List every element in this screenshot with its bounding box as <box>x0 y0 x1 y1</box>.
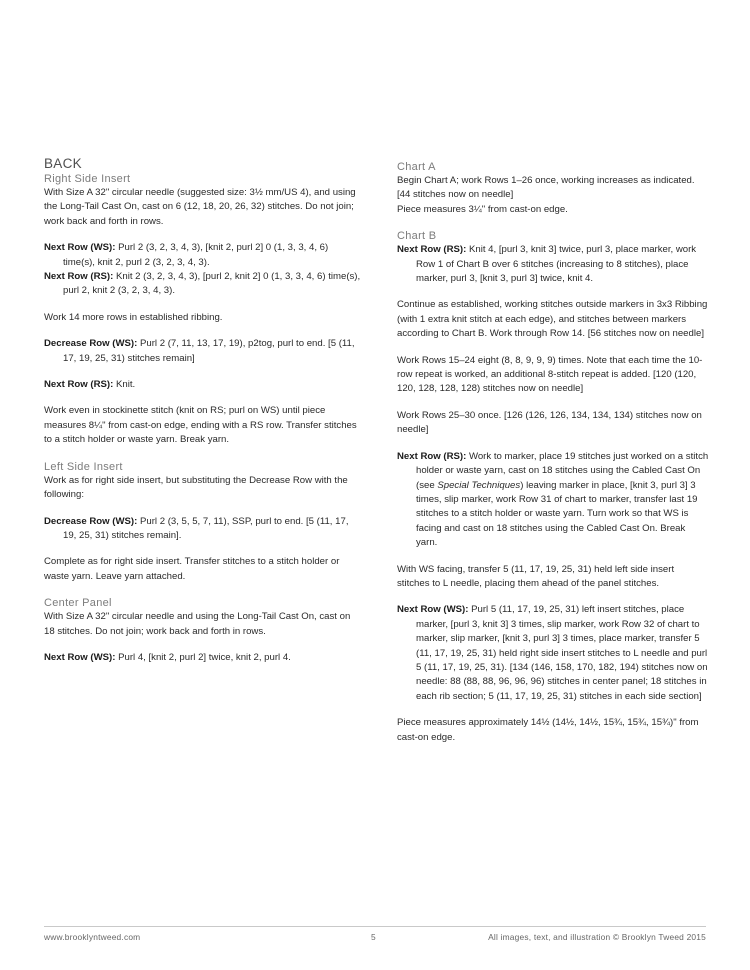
subheading-chart-a: Chart A <box>397 161 436 173</box>
instruction-center-next-row: Next Row (WS): Purl 4, [knit 2, purl 2] twice, knit 2, purl 4. <box>44 651 291 663</box>
final-measure-paragraph: Piece measures approximately 14½ (14½, 14½, 15¾, 15¾, 15¾)" from cast-on edge. <box>397 717 699 743</box>
page-number: 5 <box>371 932 376 942</box>
stockinette-paragraph: Work even in stockinette stitch (knit on RS; purl on WS) until piece measures 8¼" from cast-on edge, ending with a RS row. Transfer stitches to a stitch holder or waste yarn. Break yarn. <box>44 405 357 446</box>
instruction-next-row-rs: Next Row (RS): Knit 2 (3, 2, 3, 4, 3), [purl 2, knit 2] 0 (1, 3, 3, 4, 6) time(s), purl 2, knit 2 (3, 2, 3, 4, 3). <box>44 271 361 297</box>
center-panel-intro: With Size A 32" circular needle and using the Long-Tail Cast On, cast on 18 stitches. Do not join; work back and forth in rows. <box>44 611 351 637</box>
subheading-chart-b: Chart B <box>397 230 437 243</box>
footer-divider <box>44 926 706 927</box>
left-insert-intro: Work as for right side insert, but substituting the Decrease Row with the following: <box>44 474 348 501</box>
instruction-knit-row: Next Row (RS): Knit. <box>44 379 136 391</box>
left-insert-complete: Complete as for right side insert. Transfer stitches to a stitch holder or waste yarn. Leave yarn attached. <box>44 556 340 582</box>
instruction-chart-b-rs-row: Next Row (RS): Knit 4, [purl 3, knit 3] twice, purl 3, place marker, work Row 1 of Chart B over 6 stitches (increasing to 8 stitches), place marker, purl 3, [knit 3, purl 3] twice, knit 4. <box>397 244 697 285</box>
instruction-left-decrease-row: Decrease Row (WS): Purl 2 (3, 5, 5, 7, 11), SSP, purl to end. [5 (11, 17, 19, 25, 31) stitches remain]. <box>44 515 349 541</box>
chart-a-text: Begin Chart A; work Rows 1–26 once, working increases as indicated. [44 stitches now on needle] <box>397 175 695 201</box>
right-column <box>397 150 709 757</box>
subheading-center-panel: Center Panel <box>44 597 112 610</box>
subheading-right-side-insert: Right Side Insert <box>44 173 131 185</box>
special-techniques-reference: Special Techniques <box>437 479 521 491</box>
ribbing-paragraph: Work 14 more rows in established ribbing. <box>44 311 223 323</box>
instruction-decrease-row: Decrease Row (WS): Purl 2 (7, 11, 13, 17, 19), p2tog, purl to end. [5 (11, 17, 19, 25, 31) stitches remain] <box>44 338 355 364</box>
footer-copyright: All images, text, and illustration © Brooklyn Tweed 2015 <box>488 932 706 942</box>
instruction-next-row-ws: Next Row (WS): Purl 2 (3, 2, 3, 4, 3), [knit 2, purl 2] 0 (1, 3, 3, 4, 6) time(s), knit 2, purl 2 (3, 2, 3, 4, 3). <box>44 242 329 268</box>
chart-a-measure: Piece measures 3¼" from cast-on edge. <box>397 203 568 215</box>
left-column <box>44 150 362 677</box>
section-heading: BACK <box>44 156 82 171</box>
instruction-cast-on-rs-row: Next Row (RS): Work to marker, place 19 stitches just worked on a stitch holder or waste yarn, cast on 18 stitches using the Cabled Cast On (see Special Techniques) leaving marker in place, [knit 3, purl 3] 3 times, slip marker, work Row 31 of chart to marker, transfer last 19 stitches to a stitch holder or waste yarn. Turn work so that WS is facing and cast on 18 stitches using the Cabled Cast On. Break yarn. <box>397 450 709 549</box>
instruction-ws-row: Next Row (WS): Purl 5 (11, 17, 19, 25, 31) left insert stitches, place marker, [purl 3, knit 3] 3 times, slip marker, work Row 32 of chart to marker, slip marker, [knit 3, purl 3] 3 times, place marker, transfer 5 (11, 17, 19, 25, 31) held right side insert stitches to L needle and purl 5 (11, 17, 19, 25, 31). [134 (146, 158, 170, 182, 194) stitches now on needle: 88 (88, 88, 96, 96, 96) stitches in center panel; 18 stitches in each rib section; 5 (11, 17, 19, 25, 31) stitches in each side section] <box>397 604 708 702</box>
continue-paragraph: Continue as established, working stitches outside markers in 3x3 Ribbing (with 1 extra knit stitch at each edge), and stitches between markers according to Chart B. Work through Row 14. [56 stitches now on needle] <box>397 299 708 340</box>
footer-website-link[interactable]: www.brooklyntweed.com <box>44 932 141 942</box>
subheading-left-side-insert: Left Side Insert <box>44 460 123 473</box>
right-insert-intro: With Size A 32" circular needle (suggested size: 3½ mm/US 4), and using the Long-Tail Cast On, cast on 6 (12, 18, 20, 26, 32) stitches. Do not join; work back and forth in rows. <box>44 187 356 227</box>
rows-25-30-paragraph: Work Rows 25–30 once. [126 (126, 126, 134, 134, 134) stitches now on needle] <box>397 409 702 436</box>
ws-facing-paragraph: With WS facing, transfer 5 (11, 17, 19, 25, 31) held left side insert stitches to L needle, placing them ahead of the panel stitches. <box>397 563 675 589</box>
rows-15-24-paragraph: Work Rows 15–24 eight (8, 8, 9, 9, 9) times. Note that each time the 10-row repeat is worked, an additional 8-stitch repeat is added. [120 (120, 120, 128, 128, 128) stitches now on needle] <box>397 354 703 395</box>
